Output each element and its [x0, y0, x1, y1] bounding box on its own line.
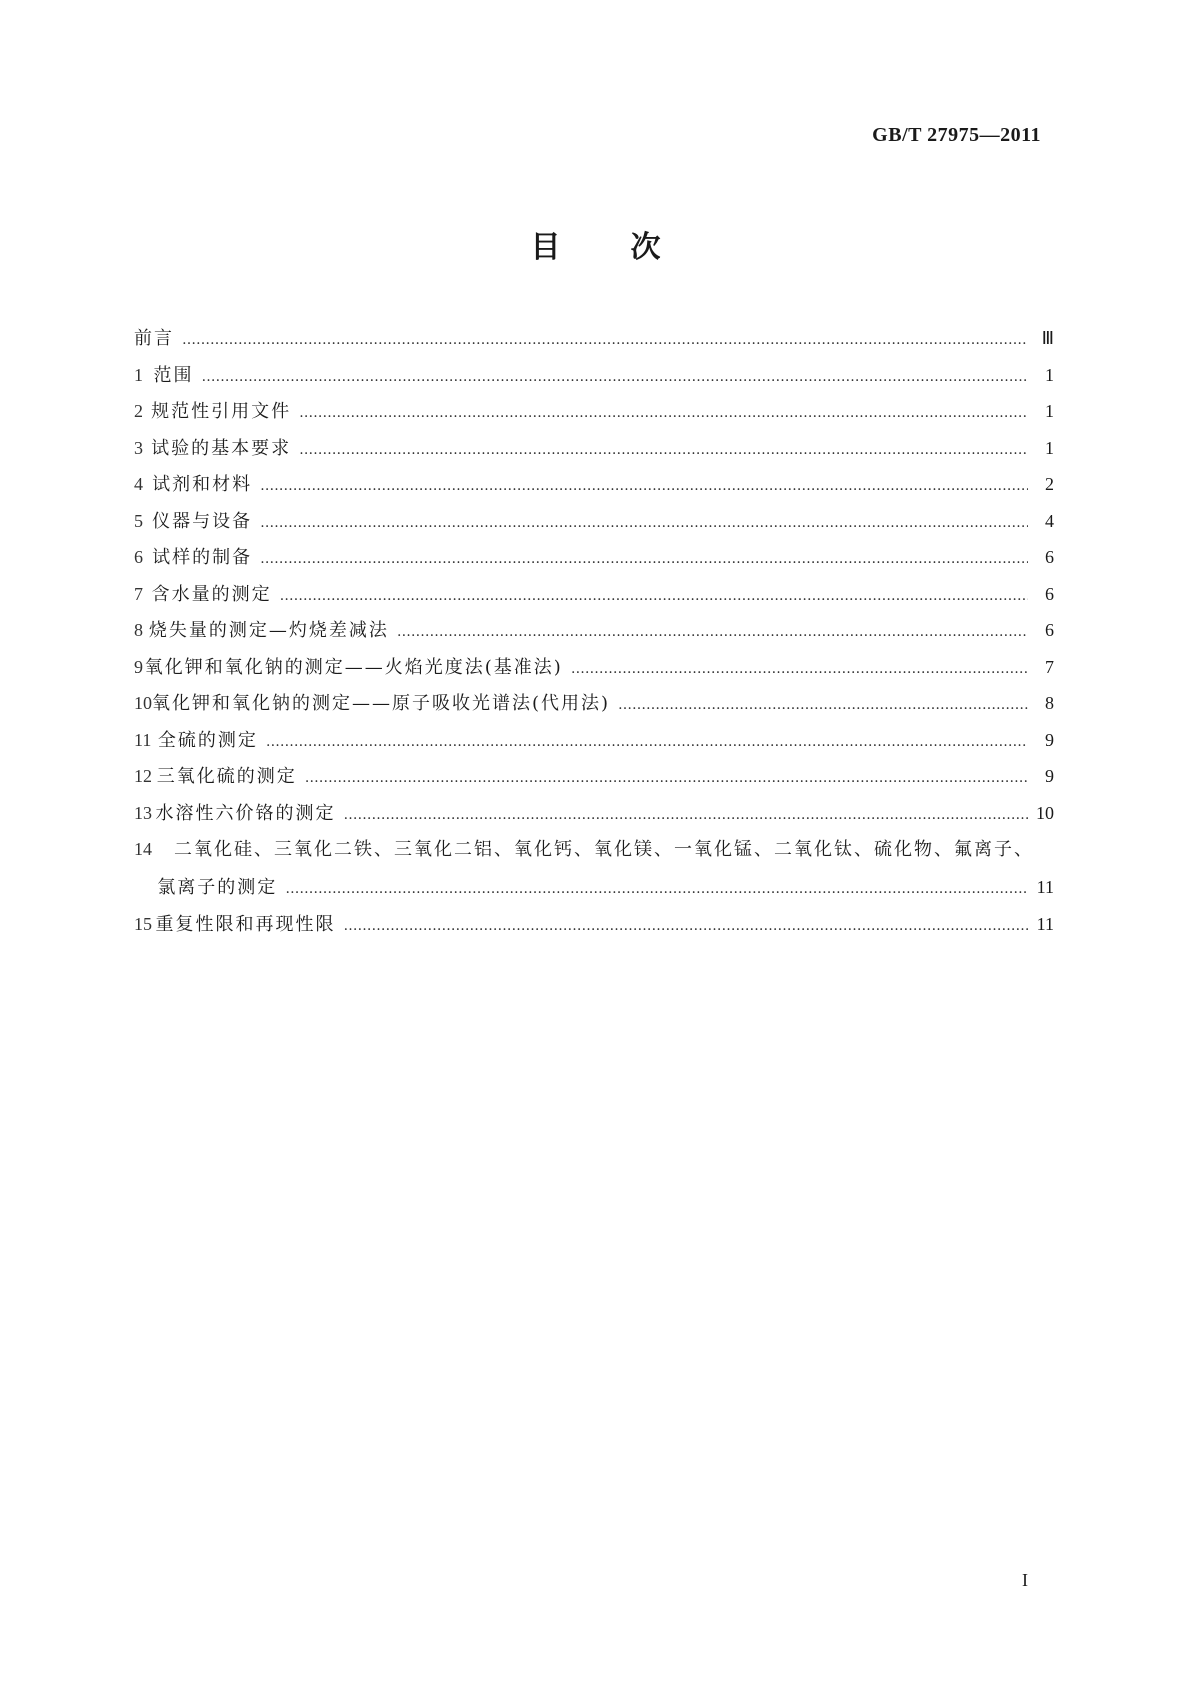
- toc-entry-page: 10: [1036, 802, 1054, 823]
- toc-entry-title: 烧失量的测定—灼烧差减法: [148, 620, 389, 641]
- toc-entry-page: 9: [1045, 766, 1054, 786]
- toc-entry-3[interactable]: [134, 434, 1054, 471]
- toc-entry-number: 10: [134, 693, 152, 713]
- toc-entry-number: 14: [134, 839, 152, 859]
- toc-entry-number: 6: [134, 547, 143, 567]
- toc-entry-number: 5: [134, 510, 143, 531]
- toc-entry-number: 4: [134, 474, 143, 494]
- toc-entry-11[interactable]: [134, 726, 1054, 763]
- toc-entry-5[interactable]: [134, 507, 1054, 544]
- toc-entry-13[interactable]: [134, 799, 1054, 836]
- toc-entry-page: 6: [1045, 620, 1054, 640]
- toc-leader-dots: [397, 624, 1028, 640]
- toc-entry-6[interactable]: [134, 543, 1054, 580]
- toc-entry-title: 试剂和材料: [152, 474, 253, 495]
- toc-entry-page: 1: [1045, 437, 1054, 458]
- toc-leader-dots: [182, 332, 1028, 348]
- toc-entry-title: 仪器与设备: [152, 510, 253, 532]
- toc-entry-number: 15: [134, 913, 152, 934]
- toc-entry-15[interactable]: [134, 910, 1054, 947]
- toc-entry-page: 11: [1036, 913, 1054, 934]
- toc-entry-14-continuation[interactable]: [134, 873, 1054, 910]
- toc-leader-dots: [260, 551, 1028, 567]
- toc-entry-title: 前言: [134, 328, 174, 349]
- toc-leader-dots: [280, 588, 1028, 604]
- toc-leader-dots: [201, 369, 1028, 385]
- page-number: I: [1022, 1570, 1028, 1590]
- toc-entry-number: 7: [134, 583, 143, 604]
- toc-entry-title: 水溶性六价铬的测定: [155, 802, 336, 824]
- toc-entry-number: 11: [134, 729, 152, 750]
- standard-code: GB/T 27975—2011: [872, 124, 1041, 146]
- toc-leader-dots: [299, 442, 1028, 458]
- toc-entry-number: 3: [134, 437, 143, 458]
- table-of-contents: [134, 324, 1054, 946]
- toc-leader-dots: [571, 661, 1028, 677]
- toc-entry-title: 氧化钾和氧化钠的测定——原子吸收光谱法(代用法): [152, 693, 611, 714]
- toc-entry-number: 8: [134, 620, 143, 640]
- toc-leader-dots: [618, 697, 1028, 713]
- toc-entry-title: 规范性引用文件: [151, 401, 292, 422]
- toc-leader-dots: [260, 515, 1028, 531]
- toc-leader-dots: [260, 478, 1028, 494]
- toc-entry-number: 1: [134, 364, 143, 385]
- toc-entry-12[interactable]: [134, 762, 1054, 799]
- toc-entry-number: 2: [134, 401, 143, 421]
- toc-entry-title: 试样的制备: [152, 547, 253, 568]
- toc-leader-dots: [299, 405, 1028, 421]
- toc-leader-dots: [305, 770, 1028, 786]
- page-title: 目次: [530, 230, 731, 265]
- toc-entry-page: 6: [1045, 547, 1054, 567]
- toc-entry-8[interactable]: [134, 616, 1054, 653]
- toc-entry-title: 范围: [153, 364, 194, 386]
- toc-entry-page: 1: [1045, 364, 1054, 385]
- toc-entry-number: 13: [134, 802, 152, 823]
- toc-entry-title-continuation: 氯离子的测定: [157, 877, 278, 898]
- toc-entry-9[interactable]: [134, 653, 1054, 690]
- toc-entry-title: 全硫的测定: [157, 729, 258, 751]
- toc-entry-page: 9: [1045, 729, 1054, 750]
- toc-leader-dots: [343, 807, 1028, 823]
- toc-entry-title: 三氧化硫的测定: [156, 766, 297, 787]
- toc-entry-title: 二氧化硅、三氧化二铁、三氧化二铝、氧化钙、氧化镁、一氧化锰、二氧化钛、硫化物、氟离子、: [174, 839, 1034, 860]
- toc-leader-dots: [343, 918, 1028, 934]
- toc-entry-page: 2: [1045, 474, 1054, 494]
- toc-entry-page: Ⅲ: [1041, 328, 1054, 348]
- toc-entry-number: 9: [134, 656, 143, 677]
- toc-entry-2[interactable]: [134, 397, 1054, 434]
- toc-entry-page: 7: [1045, 656, 1054, 677]
- toc-entry-page: 11: [1036, 877, 1054, 897]
- toc-leader-dots: [285, 881, 1028, 897]
- toc-entry-10[interactable]: [134, 689, 1054, 726]
- toc-leader-dots: [266, 734, 1028, 750]
- toc-entry-page: 4: [1045, 510, 1054, 531]
- toc-entry-7[interactable]: [134, 580, 1054, 617]
- toc-entry-title: 重复性限和再现性限: [155, 913, 336, 935]
- toc-entry-14[interactable]: [134, 835, 1054, 873]
- toc-entry-1[interactable]: [134, 361, 1054, 398]
- toc-entry-foreword[interactable]: [134, 324, 1054, 361]
- toc-entry-page: 1: [1045, 401, 1054, 421]
- toc-entry-title: 试验的基本要求: [151, 437, 292, 459]
- toc-entry-4[interactable]: [134, 470, 1054, 507]
- toc-entry-page: 6: [1045, 583, 1054, 604]
- toc-entry-number: 12: [134, 766, 152, 786]
- toc-entry-page: 8: [1045, 693, 1054, 713]
- toc-entry-title: 含水量的测定: [151, 583, 272, 605]
- toc-entry-title: 氧化钾和氧化钠的测定——火焰光度法(基准法): [144, 656, 563, 678]
